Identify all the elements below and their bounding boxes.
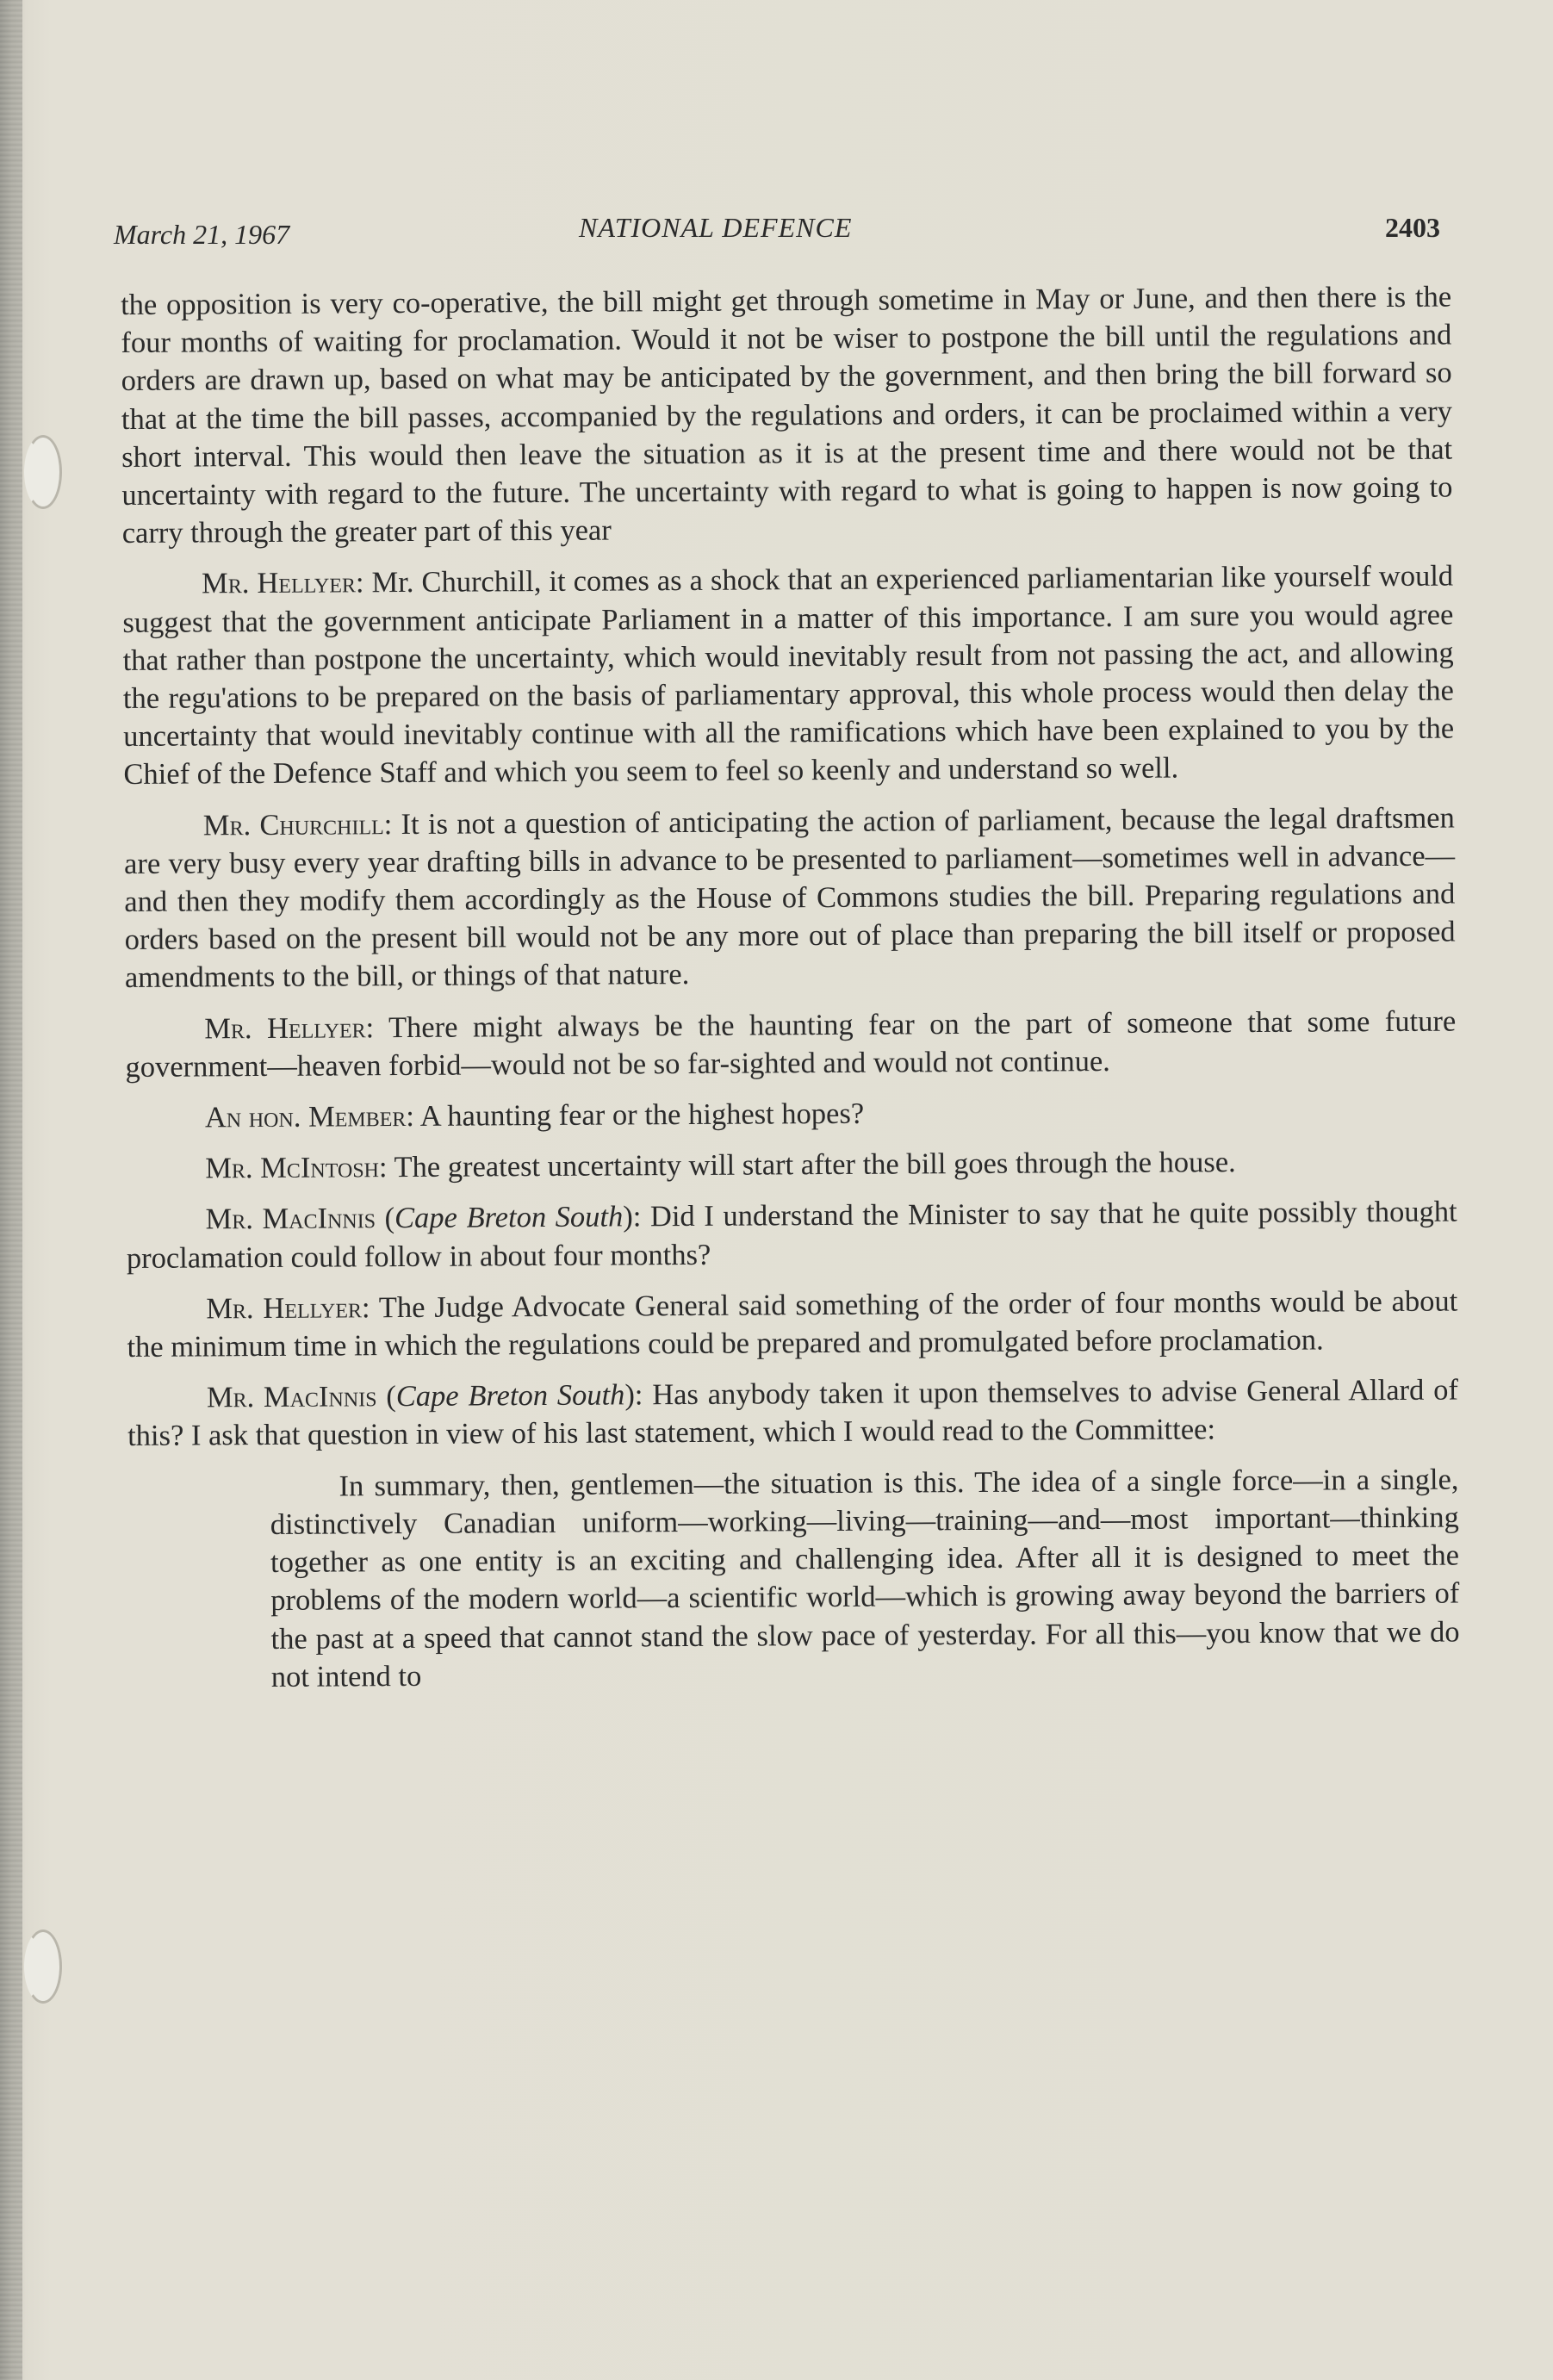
paragraph-member xyxy=(126,1091,1457,1138)
quoted-statement xyxy=(270,1460,1460,1696)
paragraph-continued xyxy=(121,278,1453,553)
paragraph-text: Mr. Churchill, it comes as a shock that an experienced parliamentarian like yourself would suggest that the government anticipate Parliament in a matter of this importance. I am sure you would agree that rather than postpone the uncertainty, which would inevitably result from not passing the act, and allowing the regu'ations to be prepared on the basis of parliamentary approval, this whole process would then delay the uncertainty that would inevitably continue with all the ramifications which have been explained to you by the Chief of the Defence Staff and which you seem to feel so keenly and understand so well. xyxy=(122,559,1455,792)
paragraph-text: It is not a question of anticipating the action of parliament, because the legal draftsmen are very busy every year drafting bills in advance to be presented to parliament—sometimes well in advance—and then they modify them accordingly as the House of Commons studies the bill. Preparing regulations and orders based on the present bill would not be any more out of place than preparing the bill itself or proposed amendments to the bill, or things of that nature. xyxy=(123,801,1456,995)
header-title: NATIONAL DEFENCE xyxy=(579,212,853,243)
paragraph-text: Did I understand the Minister to say that he quite possibly thought proclamation could follow in about four months? xyxy=(126,1196,1457,1275)
running-header xyxy=(114,212,1440,252)
paragraph-hellyer-1 xyxy=(122,557,1455,794)
paragraph-text: Has anybody taken it upon themselves to advise General Allard of this? I ask that question in view of his last statement, which I would read to the Committee: xyxy=(127,1373,1458,1453)
paragraph-hellyer-2 xyxy=(125,1002,1457,1086)
speaker-label: An hon. Member: xyxy=(204,1099,415,1134)
paragraph-text: A haunting fear or the highest hopes? xyxy=(419,1097,865,1133)
quote-text: In summary, then, gentlemen—the situation is this. The idea of a single force—in a single, distinctively Canadian uniform—working—living—training—and—most important—thinking together as one entity is an exciting and challenging idea. After all it is designed to meet the problems of the modern world—a scientific world—which is growing away beyond the barriers of the past at a speed that cannot stand the slow pace of yesterday. For all this—you know that we do not intend to xyxy=(270,1463,1460,1693)
header-date: March 21, 1967 xyxy=(114,219,290,250)
paragraph-text: the opposition is very co-operative, the bill might get through sometime in May or June, and then there is the four months of waiting for proclamation. Would it not be wiser to postpone the bill until the regulations and orders are drawn up, based on what may be anticipated by the government, and then bring the bill forward so that at the time the bill passes, accompanied by the regulations and orders, it can be proclaimed within a very short interval. This would then leave the situation as it is at the present time and there would not be that uncertainty with regard to the future. The uncertainty with regard to what is going to happen is now going to carry through the greater part of this year xyxy=(121,280,1453,550)
speaker-label: Mr. MacInnis xyxy=(206,1380,377,1414)
paragraph-macinnis-2: Mr. MacInnis (Cape Breton South): Has anybody taken it upon themselves to advise General Allard of this? I ask that question in view of his last statement, which I would read to the Committee: xyxy=(127,1373,1458,1453)
paragraph-text: There might always be the haunting fear on the part of someone that some future government—heaven forbid—would not be so far-sighted and would not continue. xyxy=(125,1004,1457,1084)
punch-hole-top xyxy=(24,435,62,509)
binding-edge xyxy=(0,0,22,2380)
paragraph-mcintosh xyxy=(126,1142,1457,1189)
speaker-label: Mr. Hellyer: xyxy=(206,1291,370,1326)
speaker-label: Mr. Hellyer: xyxy=(201,566,364,600)
paragraph-hellyer-3 xyxy=(127,1282,1458,1366)
speaker-label: Mr. MacInnis xyxy=(205,1202,376,1236)
speaker-riding: Cape Breton South xyxy=(395,1378,625,1414)
speaker-label: Mr. Hellyer: xyxy=(204,1010,375,1046)
speaker-label: Mr. McIntosh: xyxy=(205,1151,388,1185)
page-number: 2403 xyxy=(1385,212,1440,243)
speaker-riding: Cape Breton South xyxy=(394,1200,624,1235)
paragraph-macinnis-1: Mr. MacInnis (Cape Breton South): Did I understand the Minister to say that he quite possibly thought proclamation could follow in about four months? xyxy=(126,1196,1457,1275)
punch-hole-bottom xyxy=(24,1929,62,2004)
paragraph-churchill xyxy=(124,799,1456,997)
transcript-body xyxy=(121,278,1460,1697)
paragraph-text: The greatest uncertainty will start after the bill goes through the house. xyxy=(394,1146,1236,1184)
paragraph-text: The Judge Advocate General said something of the order of four months would be about the minimum time in which the regulations could be prepared and promulgated before proclamation. xyxy=(127,1284,1458,1364)
speaker-label: Mr. Churchill: xyxy=(202,807,393,842)
